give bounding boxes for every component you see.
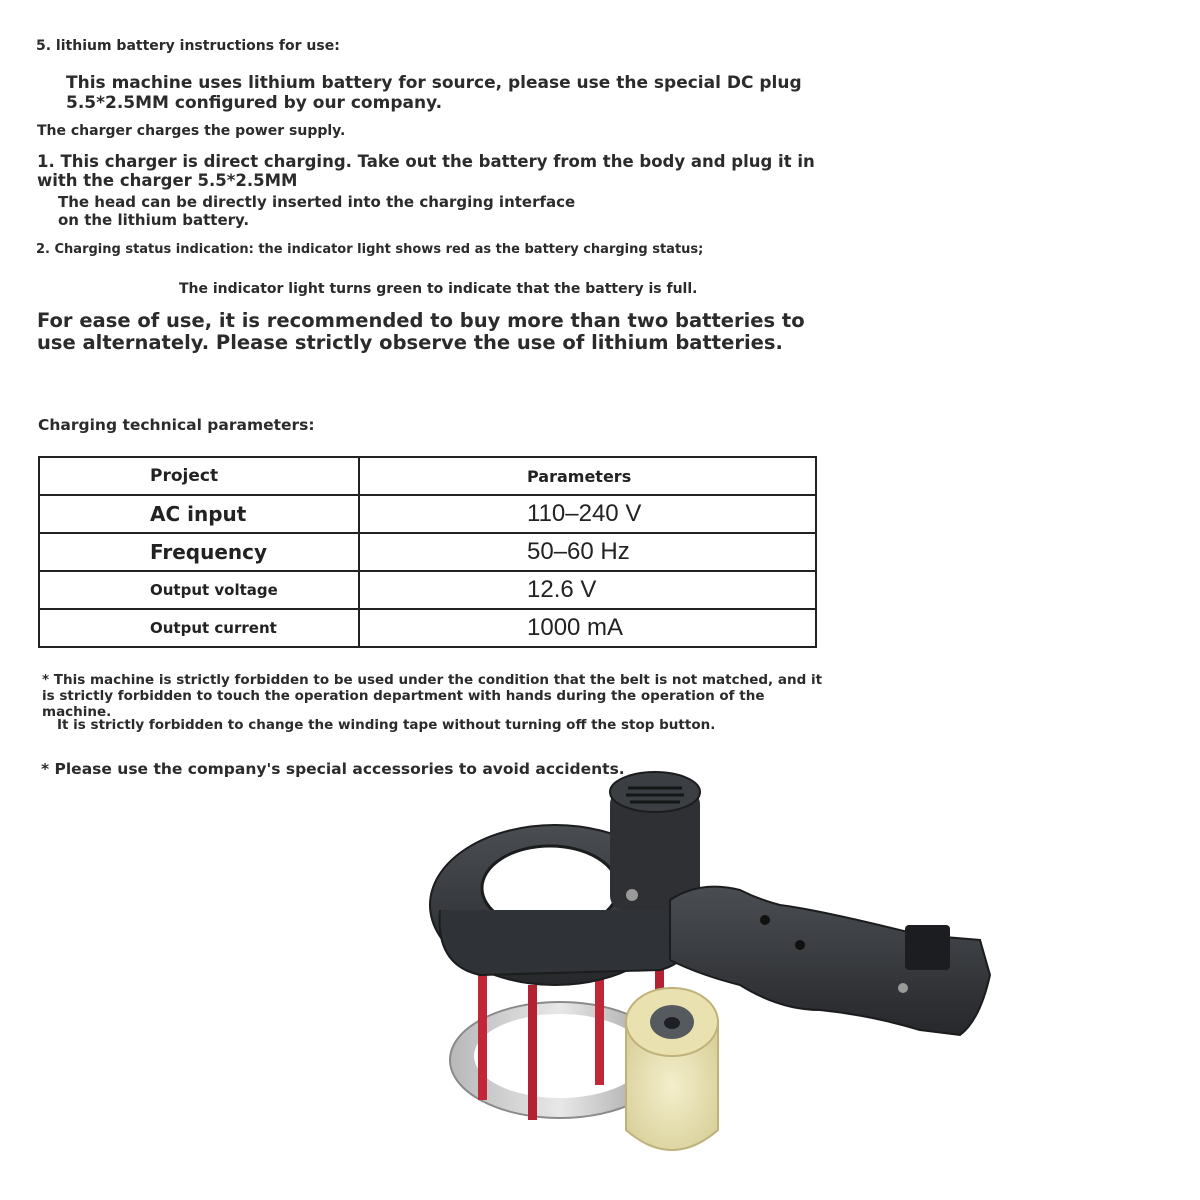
section-heading: 5. lithium battery instructions for use:	[36, 38, 340, 54]
row-value: 12.6 V	[359, 571, 816, 609]
tape-winding-machine-image	[400, 760, 1040, 1200]
charger-supply-text: The charger charges the power supply.	[37, 123, 346, 139]
params-title: Charging technical parameters:	[38, 416, 315, 434]
row-project: Output current	[39, 609, 359, 647]
header-project: Project	[39, 457, 359, 495]
row-project: Output voltage	[39, 571, 359, 609]
row-project: AC input	[39, 495, 359, 533]
row-value: 1000 mA	[359, 609, 816, 647]
row-value: 50–60 Hz	[359, 533, 816, 571]
intro-text: This machine uses lithium battery for source, please use the special DC plug 5.5*2.5MM configured by our company.	[66, 73, 802, 113]
warning-belt-text: * This machine is strictly forbidden to be used under the condition that the belt is not matched, and it is strictly forbidden to touch the operation department with hands during the operation of the machine.	[42, 672, 823, 720]
table-row	[39, 533, 816, 571]
recommendation-text: For ease of use, it is recommended to buy more than two batteries to use alternately. Please strictly observe the use of lithium batteries.	[37, 309, 805, 354]
parameters-table	[38, 456, 817, 648]
warning-accessories-text: * Please use the company's special accessories to avoid accidents.	[41, 760, 625, 778]
table-header-row	[39, 457, 816, 495]
direct-charging-text: 1. This charger is direct charging. Take out the battery from the body and plug it in with the charger 5.5*2.5MM	[37, 152, 815, 190]
status-green-text: The indicator light turns green to indicate that the battery is full.	[179, 281, 698, 297]
row-project: Frequency	[39, 533, 359, 571]
table-row	[39, 609, 816, 647]
direct-charging-detail: The head can be directly inserted into the charging interface on the lithium battery.	[58, 193, 576, 229]
warning-tape-text: It is strictly forbidden to change the winding tape without turning off the stop button.	[57, 717, 716, 733]
status-red-text: 2. Charging status indication: the indicator light shows red as the battery charging status;	[36, 242, 704, 257]
header-parameters: Parameters	[359, 457, 816, 495]
table-row	[39, 495, 816, 533]
table-row	[39, 571, 816, 609]
row-value: 110–240 V	[359, 495, 816, 533]
